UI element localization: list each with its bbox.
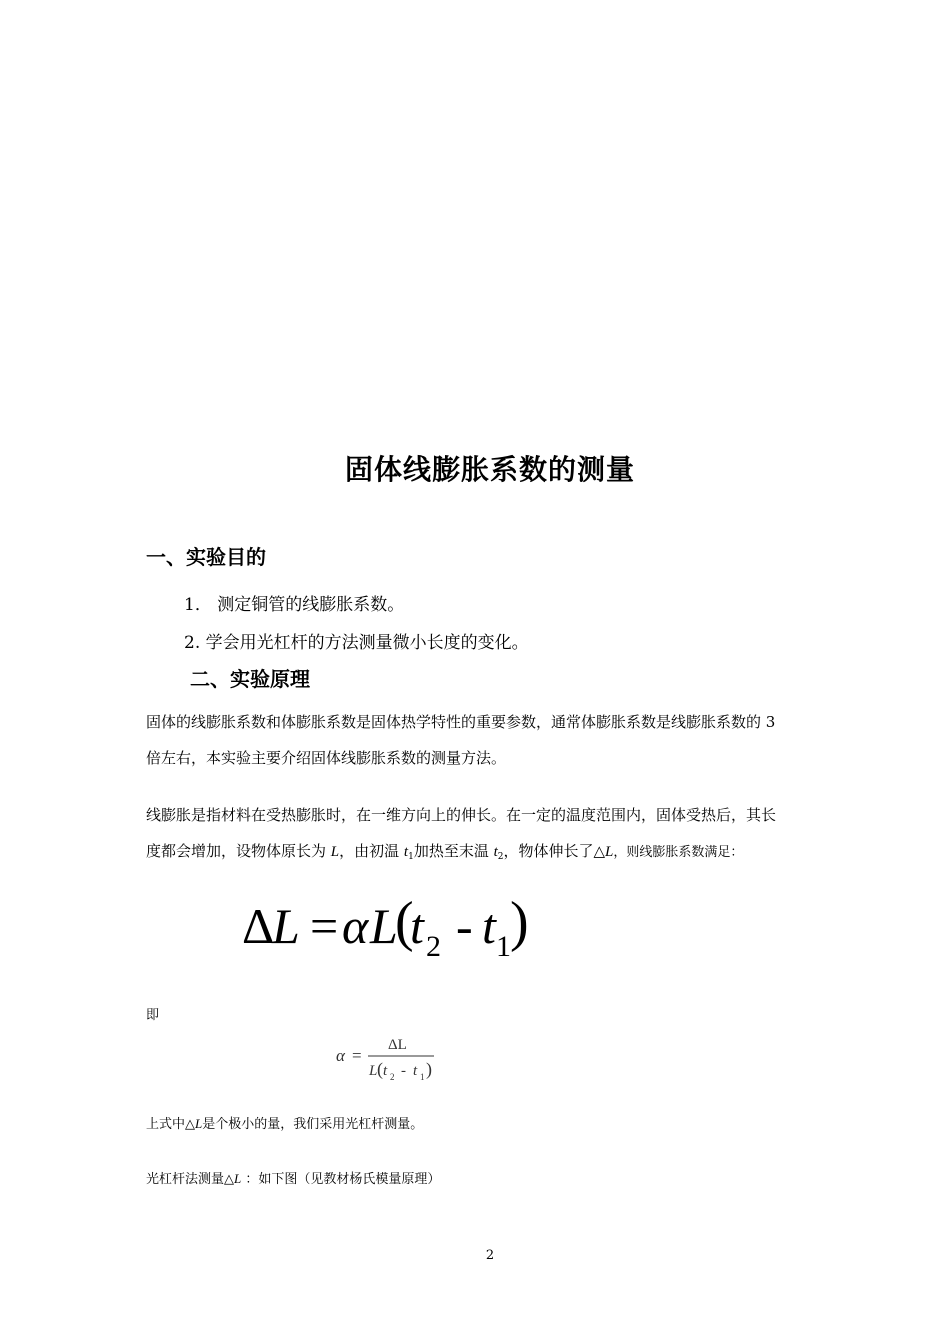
formula-delta: Δ [242, 898, 275, 954]
section-heading-objectives: 一、实验目的 [146, 545, 266, 569]
text-run: 上式中△ [146, 1117, 195, 1132]
text-run: 度都会增加，设物体原长为 [146, 842, 331, 860]
formula-L: L [370, 898, 398, 954]
formula-sub-1: 1 [420, 1072, 425, 1082]
section-heading-principle: 二、实验原理 [190, 667, 310, 691]
formula-L: L [272, 898, 300, 954]
formula-t: t [482, 898, 496, 954]
formula-linear-expansion [230, 880, 560, 970]
text-run: ，物体伸长了△ [503, 842, 606, 860]
paragraph-1-line-1: 固体的线膨胀系数和体膨胀系数是固体热学特性的重要参数，通常体膨胀系数是线膨胀系数的 3 [146, 713, 776, 731]
formula-lparen: ( [395, 891, 414, 953]
formula-sub-2: 2 [426, 930, 441, 963]
text-run: ，则线膨胀系数满足： [613, 845, 744, 860]
variable-L: L [605, 844, 614, 860]
formula-equals: = [310, 898, 339, 954]
paragraph-2-line-1: 线膨胀是指材料在受热膨胀时，在一维方向上的伸长。在一定的温度范围内，固体受热后，其长 [146, 806, 777, 824]
list-number: 1． [184, 595, 212, 615]
formula-lparen: ( [377, 1059, 383, 1079]
subscript-2: 2 [497, 852, 504, 862]
formula-alpha: α [342, 898, 369, 954]
formula-minus: - [401, 1063, 406, 1079]
formula-rparen: ) [426, 1059, 432, 1079]
note-line-1 [146, 1113, 423, 1132]
text-run: 加热至末温 [413, 842, 494, 860]
formula-L: L [369, 1063, 378, 1079]
formula-alpha-definition [330, 1030, 450, 1090]
formula-sub-1: 1 [496, 930, 511, 963]
text-ji: 即 [146, 1008, 160, 1023]
text-run: 是个极小的量，我们采用光杠杆测量。 [202, 1117, 424, 1132]
document-title: 固体线膨胀系数的测量 [344, 453, 635, 486]
variable-t2: t [493, 844, 498, 860]
variable-L: L [234, 1171, 242, 1186]
variable-t1: t [403, 844, 409, 860]
objective-item-2 [184, 628, 529, 653]
formula-sub-2: 2 [390, 1072, 395, 1082]
paragraph-1-line-2: 倍左右，本实验主要介绍固体线膨胀系数的测量方法。 [146, 749, 507, 767]
formula-rparen: ) [510, 891, 529, 953]
formula-alpha: α [336, 1046, 345, 1065]
formula-equals: = [352, 1046, 362, 1065]
formula-t: t [410, 898, 424, 954]
list-number: 2. [184, 633, 201, 653]
text-run: 光杠杆法测量△ [146, 1172, 234, 1187]
list-text: 测定铜管的线膨胀系数。 [217, 595, 405, 615]
list-text: 学会用光杠杆的方法测量微小长度的变化。 [205, 633, 529, 653]
paragraph-2-line-2 [146, 833, 743, 872]
note-line-2 [146, 1168, 440, 1187]
formula-t: t [413, 1063, 418, 1079]
formula-minus: - [456, 898, 473, 954]
page-number: 2 [485, 1248, 495, 1263]
variable-L: L [195, 1116, 203, 1131]
formula-t: t [383, 1063, 388, 1079]
objective-item-1 [184, 590, 404, 615]
text-run: ：如下图（见教材杨氏模量原理） [241, 1172, 441, 1187]
subscript-1: 1 [408, 852, 414, 862]
variable-L: L [330, 844, 340, 860]
formula-numerator: ΔL [388, 1037, 407, 1053]
text-run: ，由初温 [339, 842, 404, 860]
